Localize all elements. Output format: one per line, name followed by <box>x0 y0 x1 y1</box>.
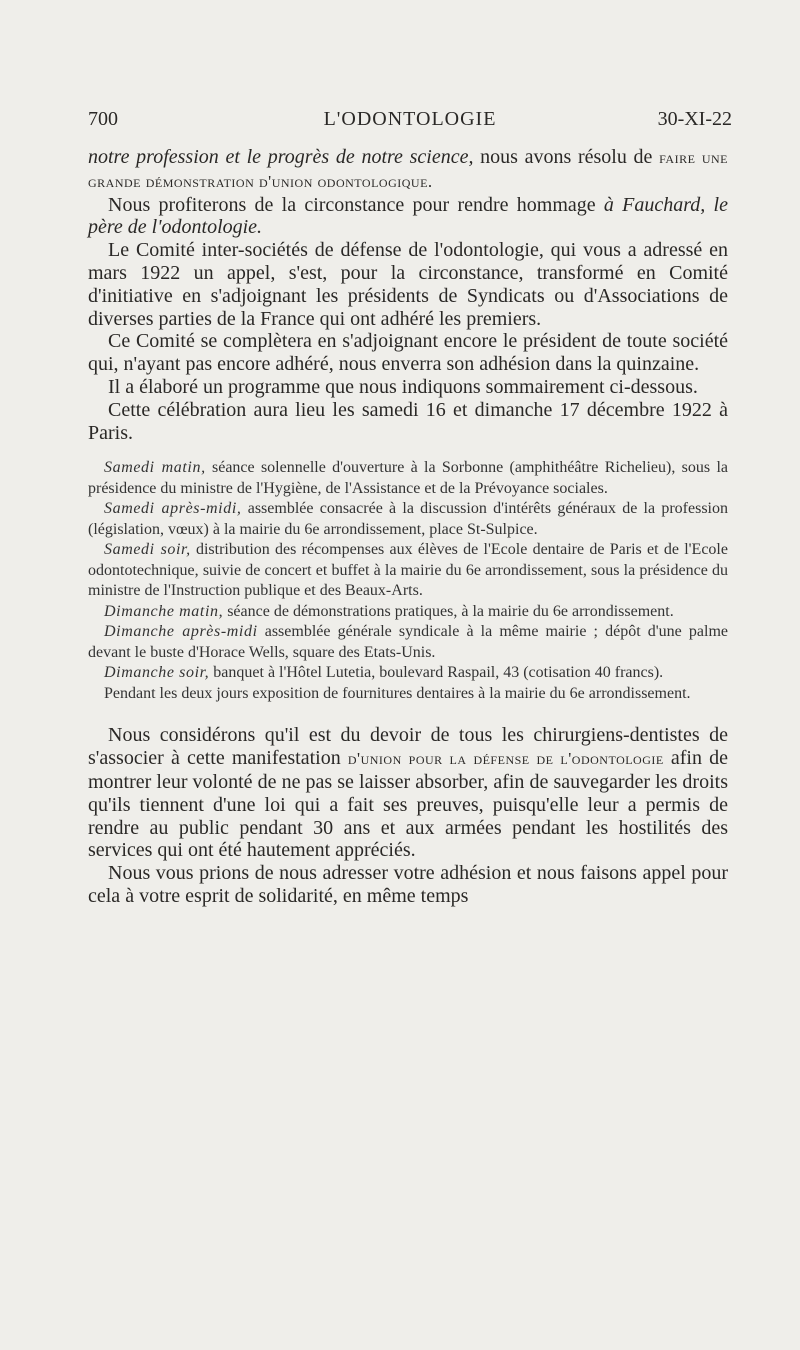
running-title: L'ODONTOLOGIE <box>323 108 497 130</box>
spacer <box>88 704 728 724</box>
homage-italic: à Fauchard, le père de l'odontologie. <box>88 193 728 239</box>
program-item-text: séance de démonstrations pratiques, à la mairie du 6e arrondissement. <box>223 602 674 620</box>
spacer <box>88 444 728 458</box>
intro-paragraph-5: Il a élaboré un programme que nous indiquons sommairement ci-dessous. <box>108 375 698 398</box>
program-item <box>88 458 728 499</box>
program-item-text: assemblée consacrée à la discussion d'intérêts généraux de la profession (législation, vœux) à la mairie du 6e arrondissement, place St-Sulpice. <box>88 500 729 538</box>
closing-text-a: Nous considérons qu'il est du devoir de tous les chirurgiens-dentistes de s'associer à cette manifestation <box>88 724 728 770</box>
closing-caps-phrase: d'union pour la défense de l'odontologie <box>347 749 664 769</box>
program-list <box>88 458 728 704</box>
intro-paragraph-4: Ce Comité se complètera en s'adjoignant encore le président de toute société qui, n'ayant pas encore adhéré, nous enverra son adhésion dans la quinzaine. <box>88 330 728 376</box>
closing-paragraph-1 <box>88 724 728 862</box>
page-body <box>88 146 728 908</box>
intro-paragraph-1 <box>88 146 728 194</box>
program-item-text: banquet à l'Hôtel Lutetia, boulevard Raspail, 43 (cotisation 40 francs). <box>209 664 664 682</box>
program-item-text: assemblée générale syndicale à la même mairie ; dépôt d'une palme devant le buste d'Horace Wells, square des Etats-Unis. <box>88 623 728 661</box>
program-item-text: Pendant les deux jours exposition de fournitures dentaires à la mairie du 6e arrondissement. <box>104 684 691 702</box>
closing-text-b: afin de montrer leur volonté de ne pas se laisser absorber, afin de sauvegarder les droits qu'ils tiennent d'une loi qui a fait ses preuves, puisqu'elle leur a permis de rendre au public pendant 30 ans et aux armées pendant les hostilités des services qui ont été hautement appréciés. <box>88 747 728 862</box>
intro-paragraph-2 <box>88 194 728 240</box>
intro-paragraph-3: Le Comité inter-sociétés de défense de l'odontologie, qui vous a adressé en mars 1922 un appel, s'est, pour la circonstance, transformé en Comité d'initiative en s'adjoignant les présidents de Syndicats ou d'Associations de diverses parties de la France qui ont adhéré les premiers. <box>88 239 728 330</box>
intro-text: nous avons résolu de <box>473 146 653 168</box>
homage-text: Nous profiterons de la circonstance pour rendre hommage <box>108 193 604 216</box>
program-item <box>88 499 728 540</box>
program-item-label: Samedi après-midi, <box>104 500 242 518</box>
intro-caps-phrase: faire une grande démonstration d'union odontologique. <box>88 148 729 191</box>
program-item-text: séance solennelle d'ouverture à la Sorbonne (amphithéâtre Richelieu), sous la présidence du ministre de l'Hygiène, de l'Assistance et de la Prévoyance sociales. <box>88 459 728 497</box>
page-number: 700 <box>88 108 118 130</box>
intro-paragraph-6: Cette célébration aura lieu les samedi 16 et dimanche 17 décembre 1922 à Paris. <box>88 398 728 444</box>
program-item-text: distribution des récompenses aux élèves de l'Ecole dentaire de Paris et de l'Ecole odontotechnique, suivie de concert et buffet à la mairie du 6e arrondissement, sous la présidence du ministre de l'Instruction publique et des Beaux-Arts. <box>88 541 728 600</box>
program-item-label: Dimanche soir, <box>104 664 210 682</box>
program-item <box>88 663 728 684</box>
issue-date: 30-XI-22 <box>657 108 732 130</box>
program-item <box>88 622 728 663</box>
program-item-label: Dimanche après-midi <box>104 623 258 641</box>
page-header <box>88 108 732 138</box>
closing-paragraph-2: Nous vous prions de nous adresser votre adhésion et nous faisons appel pour cela à votre esprit de solidarité, en même temps <box>88 862 728 907</box>
intro-italic-phrase: notre profession et le progrès de notre science, <box>88 146 474 168</box>
program-item <box>88 540 728 602</box>
program-item-label: Samedi soir, <box>104 541 191 559</box>
program-item-label: Samedi matin, <box>104 459 206 477</box>
program-item-label: Dimanche matin, <box>104 602 224 620</box>
program-item <box>88 602 728 623</box>
program-item <box>88 684 728 705</box>
